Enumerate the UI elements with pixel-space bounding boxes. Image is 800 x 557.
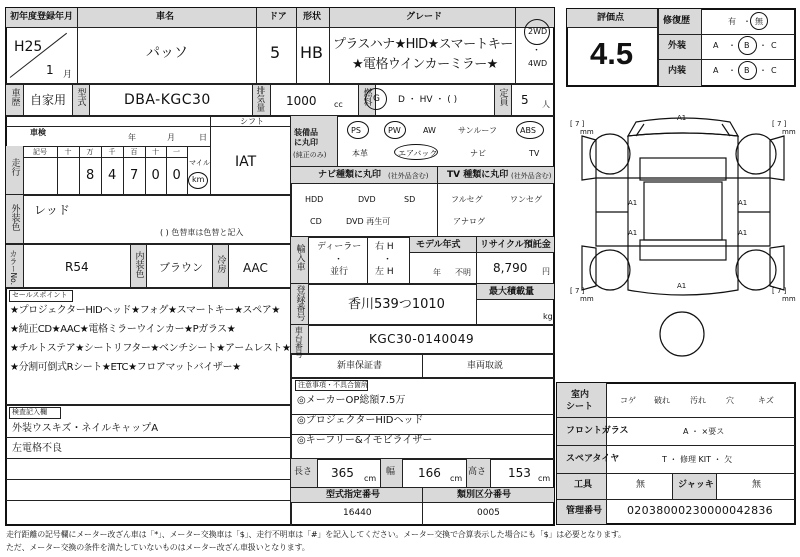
model-year-label: モデル年式 — [416, 240, 461, 250]
color-change-note: ( ) 色替車は色替と記入 — [160, 228, 244, 237]
mileage-digit: 7 — [130, 168, 139, 183]
windshield-outline — [640, 158, 726, 180]
interior-grade-label: 内装 — [668, 66, 687, 76]
mile-label: マイル — [189, 159, 210, 167]
mileage-digit-header: 十 — [64, 148, 72, 156]
color-no-label: カラーNo. — [8, 250, 18, 285]
length-unit: cm — [364, 474, 377, 483]
damage-mark-right-front: A1 — [738, 199, 748, 207]
door-count: 5 — [270, 43, 281, 62]
seat-condition-option: 汚れ — [690, 396, 706, 405]
max-load-label: 最大積載量 — [489, 287, 535, 297]
navi-option: DVD 再生可 — [346, 217, 391, 226]
drive-4wd: 4WD — [528, 59, 548, 68]
seat-condition-option: 破れ — [654, 396, 670, 405]
left-hand-drive: 左 H — [375, 267, 394, 277]
usage-label: 車歴 — [9, 88, 20, 106]
warranty-book: 新車保証書 — [337, 361, 383, 371]
mileage-digit-header: 百 — [130, 148, 138, 156]
right-hand-drive: 右 H — [375, 242, 394, 252]
notice-rule — [291, 414, 554, 415]
height-unit: cm — [538, 474, 551, 483]
equipment-label: 装備品に丸印 — [294, 128, 318, 147]
grade-option: B — [744, 66, 750, 75]
sales-point-line: ★純正CD★AAC★電格ミラーウインカー★Pガラス★ — [10, 324, 236, 335]
footer-note-2: ただ、メーター交換の条件を満たしていないものはメーター改ざん車扱いとなります。 — [6, 543, 310, 552]
interior-seat-label-1: 室内 — [571, 390, 590, 400]
capacity-value: 5 — [521, 93, 529, 107]
chassis-number: KGC30-0140049 — [369, 332, 475, 346]
shift-value: IAT — [235, 154, 257, 170]
repair-history-label: 修復歴 — [663, 16, 691, 26]
grade-line-2: ★電格ウインカーミラー★ — [352, 57, 498, 72]
navi-option: DVD — [358, 195, 376, 204]
sales-point-line: ★チルトステア★シートリフター★ベンチシート★アームレスト★ — [10, 343, 291, 354]
shaken-month-unit: 月 — [167, 133, 175, 142]
roof-outline — [644, 182, 722, 240]
tv-sub: (社外品含む) — [511, 172, 552, 180]
displacement-unit: cc — [334, 100, 343, 109]
mileage-digit-header: 記号 — [33, 148, 47, 156]
tools-value: 無 — [636, 480, 646, 490]
recycle-fee-unit: 円 — [542, 267, 550, 276]
spare-tire-value: T ・ 修理 KIT ・ 欠 — [662, 455, 733, 464]
ac-label: 冷房 — [215, 255, 226, 273]
displacement-label: 排気量 — [254, 86, 265, 112]
designation-number: 16440 — [343, 508, 372, 518]
km-unit: km — [192, 175, 205, 184]
tire-depth-fl-unit: mm — [580, 128, 594, 136]
shape-label: 形状 — [303, 12, 322, 22]
score-label: 評価点 — [597, 13, 625, 23]
mileage-label: 走行 — [9, 158, 20, 176]
model-year-unit: 年 — [433, 268, 441, 277]
import-dealer: ディーラー — [317, 242, 362, 252]
width-label: 幅 — [386, 467, 396, 477]
grade-separator: ・ — [728, 66, 736, 75]
grade-separator: ・ — [728, 41, 736, 50]
spare-tire-label: スペアタイヤ — [566, 454, 620, 464]
fuel-other-options: D ・ HV ・ ( ) — [398, 95, 458, 105]
recycle-fee-label: リサイクル預託金 — [480, 240, 551, 250]
mileage-digit-header: 一 — [173, 148, 180, 156]
ac-value: AAC — [243, 261, 268, 275]
sales-point-label: セールスポイント — [12, 291, 68, 299]
tv-option: ワンセグ — [510, 195, 542, 204]
grade-separator: ・ — [759, 66, 767, 75]
management-label: 管理番号 — [566, 506, 603, 516]
sales-point-line: ★プロジェクターHIDヘッド★フォグ★スマートキー★スペア★ — [10, 305, 280, 316]
damage-mark-right-rear: A1 — [738, 229, 748, 237]
tire-depth-fl: [ 7 ] — [570, 120, 585, 128]
tire-depth-fr: [ 7 ] — [772, 120, 787, 128]
notice-line: ◎プロジェクターHIDヘッド — [297, 415, 424, 426]
registration-number: 香川539つ1010 — [348, 297, 445, 312]
tv-header: TV 種類に丸印 — [447, 170, 509, 180]
seat-condition-option: キズ — [758, 396, 774, 405]
length-value: 365 — [331, 466, 354, 480]
interior-color-value: ブラウン — [159, 261, 203, 274]
width-unit: cm — [450, 474, 463, 483]
seat-condition-option: 穴 — [726, 396, 734, 405]
tire-depth-rr: [ 7 ] — [772, 287, 787, 295]
max-load-unit: kg — [543, 312, 553, 321]
hood-outline — [628, 133, 738, 178]
mileage-digit-header: 千 — [108, 148, 116, 156]
model-year-value: 不明 — [455, 268, 471, 277]
first-reg-year: H25 — [14, 39, 43, 55]
model-code: DBA-KGC30 — [124, 92, 211, 108]
inspector-notes-label: 検査記入欄 — [12, 408, 47, 416]
displacement-value: 1000 — [286, 94, 317, 108]
recycle-fee-value: 8,790 — [493, 261, 528, 275]
navi-sub: (社外品含む) — [388, 172, 429, 180]
exterior-color-value: レッド — [34, 203, 70, 217]
sales-point-line: ★分割可倒式Rシート★ETC★フロアマットバイザー★ — [10, 362, 241, 373]
height-value: 153 — [508, 466, 531, 480]
damage-mark-left-front: A1 — [628, 199, 638, 207]
mileage-digit: 0 — [151, 168, 160, 183]
tools-label: 工具 — [574, 480, 593, 490]
exterior-grade-label: 外装 — [668, 41, 687, 51]
mileage-digit: 8 — [86, 168, 95, 183]
inspector-note-line: 左電格不良 — [12, 443, 62, 454]
registration-label: 登録番号 — [294, 285, 305, 321]
length-label: 長さ — [294, 467, 313, 477]
repair-yes: 有 — [728, 17, 736, 26]
height-label: 高さ — [468, 467, 487, 477]
import-separator: ・ — [334, 255, 344, 265]
category-label: 類別区分番号 — [457, 490, 512, 500]
equipment-3: サンルーフ — [458, 126, 497, 135]
body-shape: HB — [300, 43, 324, 62]
management-number: 02038000230000042836 — [627, 504, 773, 517]
first-reg-month-unit: 月 — [63, 70, 73, 80]
jack-value: 無 — [752, 480, 762, 490]
notice-line: ◎キーフリー&イモビライザー — [297, 435, 433, 446]
jack-label: ジャッキ — [678, 480, 714, 490]
shaken-label: 車検 — [30, 128, 46, 137]
category-number: 0005 — [477, 508, 500, 518]
equipment-row2-3: TV — [529, 149, 540, 158]
shift-label: シフト — [240, 117, 264, 126]
hand-drive-separator: ・ — [383, 255, 393, 265]
car-name: パッソ — [146, 45, 188, 61]
notice-rule — [291, 434, 554, 435]
score-value: 4.5 — [590, 36, 634, 71]
car-name-label: 車名 — [156, 12, 175, 22]
drive-separator: ・ — [532, 46, 542, 56]
tv-option: フルセグ — [451, 195, 483, 204]
tire-depth-rl-unit: mm — [580, 295, 594, 303]
car-damage-diagram — [570, 100, 796, 382]
designation-label: 型式指定番号 — [326, 490, 381, 500]
tire-depth-rl: [ 7 ] — [570, 287, 585, 295]
rear-window-outline — [640, 240, 726, 260]
owner-manual: 車両取説 — [467, 361, 504, 371]
mileage-digit: 0 — [172, 168, 181, 183]
mileage-digit: 4 — [108, 168, 117, 183]
notice-line: ◎メーカーOP総額7.5万 — [297, 395, 406, 406]
import-label: 輸入車 — [294, 244, 305, 271]
navi-header: ナビ種類に丸印 — [318, 170, 382, 180]
damage-mark-rear: A1 — [677, 282, 687, 290]
equipment-0: PS — [351, 126, 361, 135]
import-parallel: 並行 — [330, 267, 349, 277]
notices-label: 注意事項・不具合箇所 — [298, 381, 368, 389]
grade-option: A — [713, 66, 719, 75]
windshield-label: フロントガラス — [566, 426, 629, 436]
fuel-gasoline: G — [373, 94, 380, 104]
grade-option: C — [771, 66, 777, 75]
seat-condition-option: コゲ — [620, 396, 636, 405]
damage-mark-left-rear: A1 — [628, 229, 638, 237]
equipment-sub-label: (純正のみ) — [293, 151, 327, 159]
interior-color-label: 内装色 — [133, 251, 144, 278]
repair-no: 無 — [755, 17, 763, 26]
exterior-color-label: 外装色 — [9, 204, 20, 231]
grade-line-1: プラスハナ★HID★スマートキー — [333, 37, 513, 52]
first-reg-label: 初年度登録年月 — [10, 12, 74, 22]
tire-depth-fr-unit: mm — [782, 128, 796, 136]
spare-wheel — [660, 312, 704, 356]
equipment-1: PW — [388, 126, 401, 135]
equipment-4: ABS — [520, 126, 536, 135]
shaken-year-unit: 年 — [128, 133, 136, 142]
grade-label: グレード — [406, 12, 443, 22]
tire-depth-rr-unit: mm — [782, 295, 796, 303]
drive-2wd: 2WD — [528, 27, 548, 36]
capacity-unit: 人 — [542, 100, 550, 109]
tv-option: アナログ — [453, 217, 485, 226]
equipment-row2-1: エアバック — [398, 149, 438, 158]
navi-option: HDD — [305, 195, 324, 204]
shaken-day-unit: 日 — [199, 133, 207, 142]
grade-option: C — [771, 41, 777, 50]
capacity-label: 定員 — [497, 88, 508, 106]
width-value: 166 — [418, 466, 441, 480]
footer-note-1: 走行距離の記号欄にメーター改ざん車は「*」、メーター交換車は「$」、走行不明車は「#」を記入してください。メーター交換で合算表示した場合にも「$」は必要となります。 — [6, 530, 626, 539]
grade-option: A — [713, 41, 719, 50]
grade-separator: ・ — [759, 41, 767, 50]
windshield-value: A ・ ×要ス — [683, 427, 725, 436]
damage-mark-front: A1 — [677, 114, 687, 122]
grade-option: B — [744, 41, 750, 50]
usage-value: 自家用 — [30, 93, 67, 107]
equipment-row2-0: 本革 — [352, 149, 368, 158]
navi-option: CD — [310, 217, 322, 226]
interior-seat-label-2: シート — [566, 402, 594, 412]
fuel-label: 燃料 — [361, 88, 372, 106]
repair-separator: ・ — [743, 17, 751, 26]
first-reg-month: 1 — [46, 63, 54, 77]
model-label: 型式 — [75, 88, 86, 106]
inspector-note-line: 外装ウスキズ・ネイルキャップA — [12, 423, 159, 434]
door-label: ドア — [269, 12, 287, 22]
equipment-2: AW — [423, 126, 436, 135]
mileage-digit-header: 万 — [86, 148, 94, 156]
mileage-digit-header: 十 — [152, 148, 159, 156]
chassis-label: 車台番号 — [294, 326, 304, 358]
equipment-row2-2: ナビ — [470, 149, 486, 158]
color-no-value: R54 — [65, 260, 89, 274]
navi-option: SD — [404, 195, 416, 204]
